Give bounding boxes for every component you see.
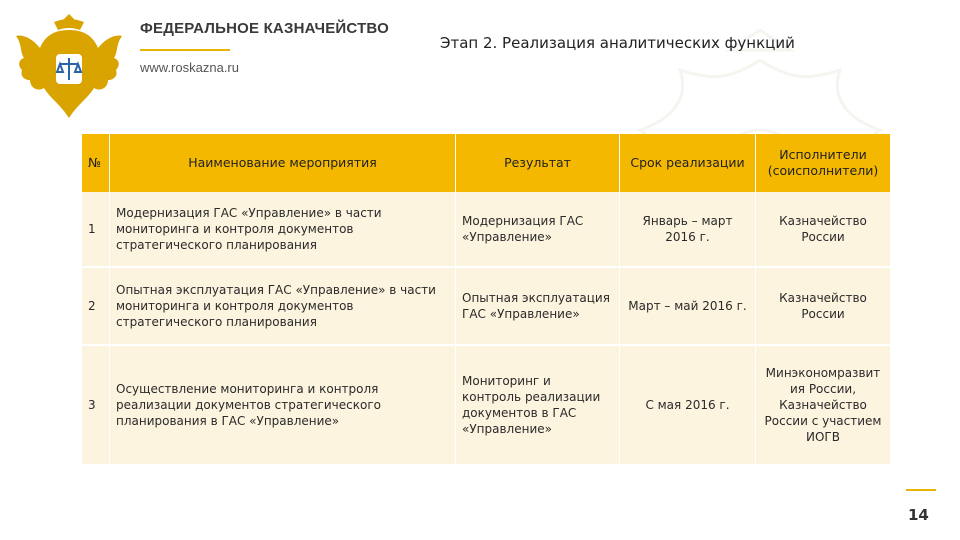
row-executors: Минэкономразвит ия России, Казначейство России с участием ИОГВ <box>756 346 890 466</box>
column-header-term: Срок реализации <box>620 134 756 192</box>
table-row <box>82 192 890 268</box>
row-name: Осуществление мониторинга и контроля реализации документов стратегического планирования в ГАС «Управление» <box>110 346 456 466</box>
column-header-number: № <box>82 134 110 192</box>
page-number-divider <box>906 489 936 491</box>
row-name: Опытная эксплуатация ГАС «Управление» в части мониторинга и контроля документов стратегического планирования <box>110 268 456 346</box>
row-result: Мониторинг и контроль реализации документов в ГАС «Управление» <box>456 346 620 466</box>
row-result: Опытная эксплуатация ГАС «Управление» <box>456 268 620 346</box>
table-row <box>82 268 890 346</box>
column-header-name: Наименование мероприятия <box>110 134 456 192</box>
row-name: Модернизация ГАС «Управление» в части мониторинга и контроля документов стратегического планирования <box>110 192 456 268</box>
row-result: Модернизация ГАС «Управление» <box>456 192 620 268</box>
plan-table <box>82 134 890 466</box>
table-header-row <box>82 134 890 192</box>
column-header-result: Результат <box>456 134 620 192</box>
org-header <box>140 20 389 75</box>
treasury-emblem-icon <box>14 8 124 124</box>
row-term: С мая 2016 г. <box>620 346 756 466</box>
table-row <box>82 346 890 466</box>
column-header-executors: Исполнители (соисполнители) <box>756 134 890 192</box>
row-number: 2 <box>82 268 110 346</box>
row-term: Март – май 2016 г. <box>620 268 756 346</box>
org-name: ФЕДЕРАЛЬНОЕ КАЗНАЧЕЙСТВО <box>140 20 389 37</box>
row-number: 1 <box>82 192 110 268</box>
row-number: 3 <box>82 346 110 466</box>
row-executors: Казначейство России <box>756 268 890 346</box>
org-divider <box>140 49 230 51</box>
page-title: Этап 2. Реализация аналитических функций <box>440 34 795 52</box>
page-number: 14 <box>908 506 929 524</box>
row-executors: Казначейство России <box>756 192 890 268</box>
row-term: Январь – март 2016 г. <box>620 192 756 268</box>
org-url[interactable]: www.roskazna.ru <box>140 60 239 75</box>
